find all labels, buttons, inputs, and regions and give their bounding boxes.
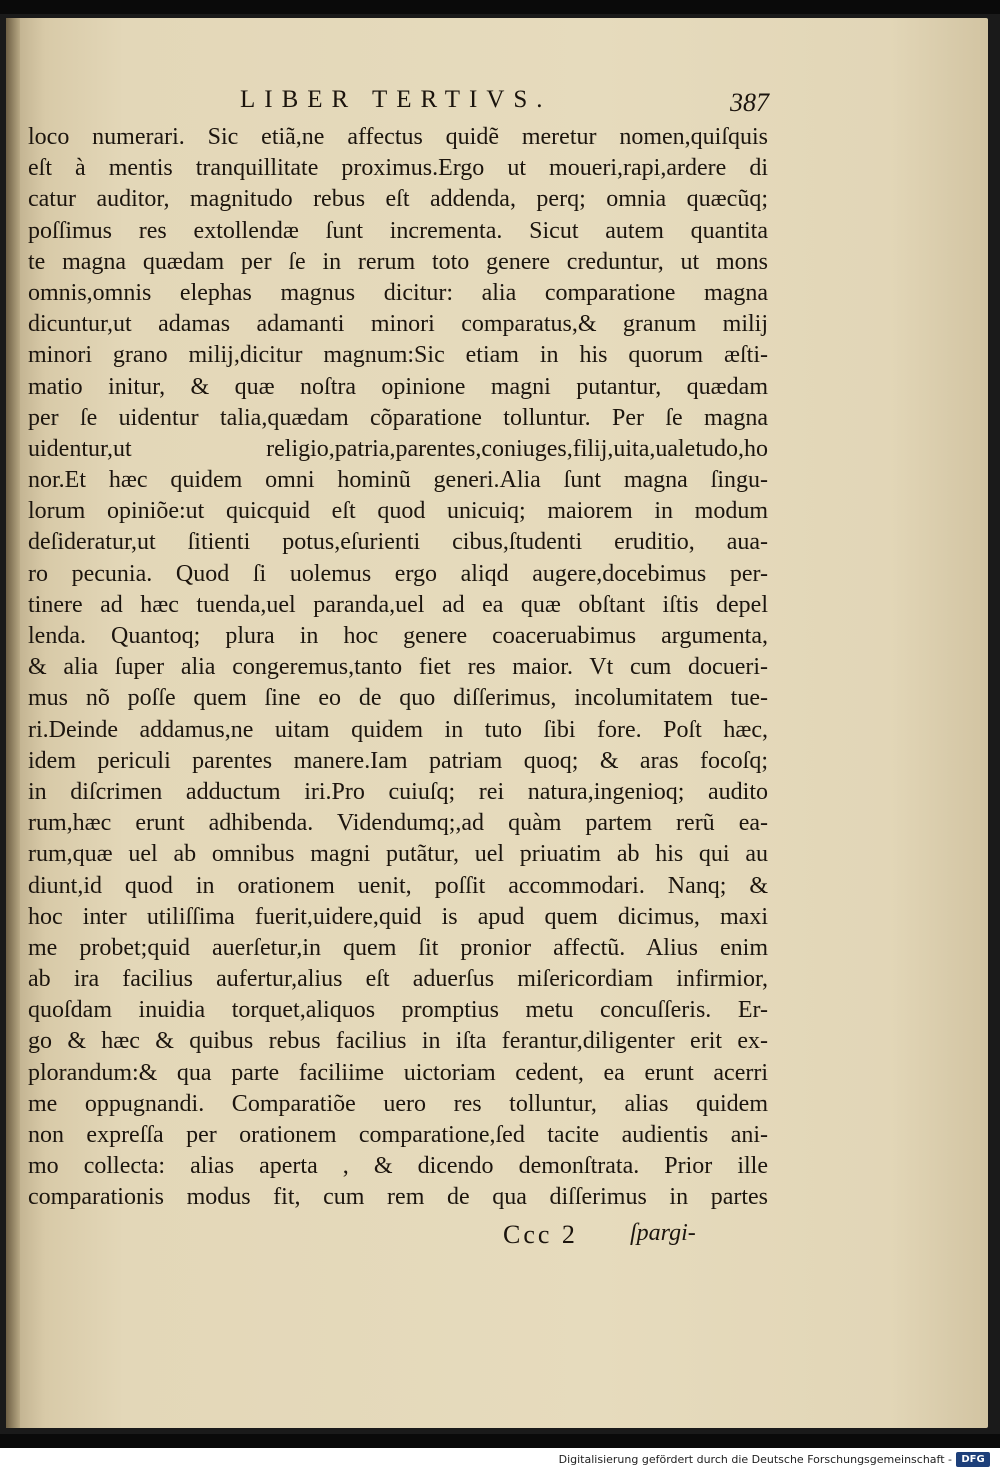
text-line: minori grano milij,dicitur magnum:Sic etiam in his quorum æſti- [28,342,768,369]
text-line: me probet;quid auerſetur,in quem ſit pronior affectũ. Alius enim [28,934,768,961]
text-line: poſſimus res extollendæ ſunt incrementa. Sicut autem quantita [28,217,768,244]
text-line: rum,hæc erunt adhibenda. Videndumq;,ad quàm partem rerũ ea- [28,810,768,837]
text-line: uidentur,ut religio,patria,parentes,coniuges,filij,uita,ualetudo,ho [28,435,768,462]
signature-mark: Ccc 2 [503,1220,578,1249]
text-line: ri.Deinde addamus,ne uitam quidem in tuto ſibi fore. Poſt hæc, [28,716,768,743]
text-line: eſt à mentis tranquillitate proximus.Ergo ut moueri,rapi,ardere di [28,155,768,182]
page-header [0,78,1000,118]
text-line: quoſdam inuidia torquet,aliquos promptius metu concuſſeris. Er- [28,997,768,1024]
text-line: matio initur, & quæ noſtra opinione magni putantur, quædam [28,373,768,400]
catchword: ſpargi- [630,1220,696,1246]
book-spine-shadow [6,18,20,1428]
running-title: LIBER TERTIVS. [240,86,552,113]
page-foot-line [0,1220,1000,1260]
text-line: rum,quæ uel ab omnibus magni putãtur, uel priuatim ab his qui au [28,841,768,868]
text-line: catur auditor, magnitudo rebus eſt addenda, perq; omnia quæcũq; [28,186,768,213]
text-line: per ſe uidentur talia,quædam cõparatione tolluntur. Per ſe magna [28,404,768,431]
digitization-footer [0,1448,1000,1472]
page-number: 387 [730,88,769,117]
text-line: dicuntur,ut adamas adamanti minori comparatus,& granum milij [28,311,768,338]
text-line: lenda. Quantoq; plura in hoc genere coaceruabimus argumenta, [28,623,768,649]
text-line: mo collecta: alias aperta , & dicendo demonſtrata. Prior ille [28,1153,768,1180]
text-line: te magna quædam per ſe in rerum toto genere creduntur, ut mons [28,248,768,275]
text-line: deſideratur,ut ſitienti potus,eſurienti cibus,ſtudenti eruditio, aua- [28,529,768,556]
dfg-logo: DFG [956,1452,990,1467]
text-line: hoc inter utiliſſima fuerit,uidere,quid is apud quem dicimus, maxi [28,903,768,930]
footer-credit: Digitalisierung gefördert durch die Deutsche Forschungsgemeinschaft - [558,1453,952,1466]
text-line: idem periculi parentes manere.Iam patriam quoq; & aras focoſq; [28,747,768,774]
text-line: me oppugnandi. Comparatiõe uero res tolluntur, alias quidem [28,1090,768,1117]
text-line: omnis,omnis elephas magnus dicitur: alia comparatione magna [28,279,768,306]
text-line: comparationis modus fit, cum rem de qua diſſerimus in partes [28,1184,768,1211]
text-line: lorum opiniõe:ut quicquid eſt quod unicuiq; maiorem in modum [28,498,768,525]
text-line: tinere ad hæc tuenda,uel paranda,uel ad ea quæ obſtant iſtis depel [28,591,768,618]
text-line: loco numerari. Sic etiã,ne affectus quidẽ meretur nomen,quiſquis [28,124,768,150]
text-line: ab ira facilius aufertur,alius eſt aduerſus miſericordiam infirmior, [28,966,768,993]
text-line: diunt,id quod in orationem uenit, poſſit accommodari. Nanq; & [28,872,768,899]
text-line: non expreſſa per orationem comparatione,ſed tacite audientis ani- [28,1122,768,1148]
text-line: ro pecunia. Quod ſi uolemus ergo aliqd augere,docebimus per- [28,560,768,587]
body-text [28,122,768,1214]
text-line: mus nõ poſſe quem ſine eo de quo diſſerimus, incolumitatem tue- [28,685,768,712]
text-line: & alia ſuper alia congeremus,tanto fiet res maior. Vt cum docueri- [28,654,768,681]
text-line: plorandum:& qua parte faciliime uictoriam cedent, ea erunt acerri [28,1059,768,1086]
text-line: in diſcrimen adductum iri.Pro cuiuſq; rei natura,ingenioq; audito [28,778,768,805]
text-line: nor.Et hæc quidem omni hominũ generi.Alia ſunt magna ſingu- [28,467,768,494]
text-line: go & hæc & quibus rebus facilius in iſta ferantur,diligenter erit ex- [28,1028,768,1055]
